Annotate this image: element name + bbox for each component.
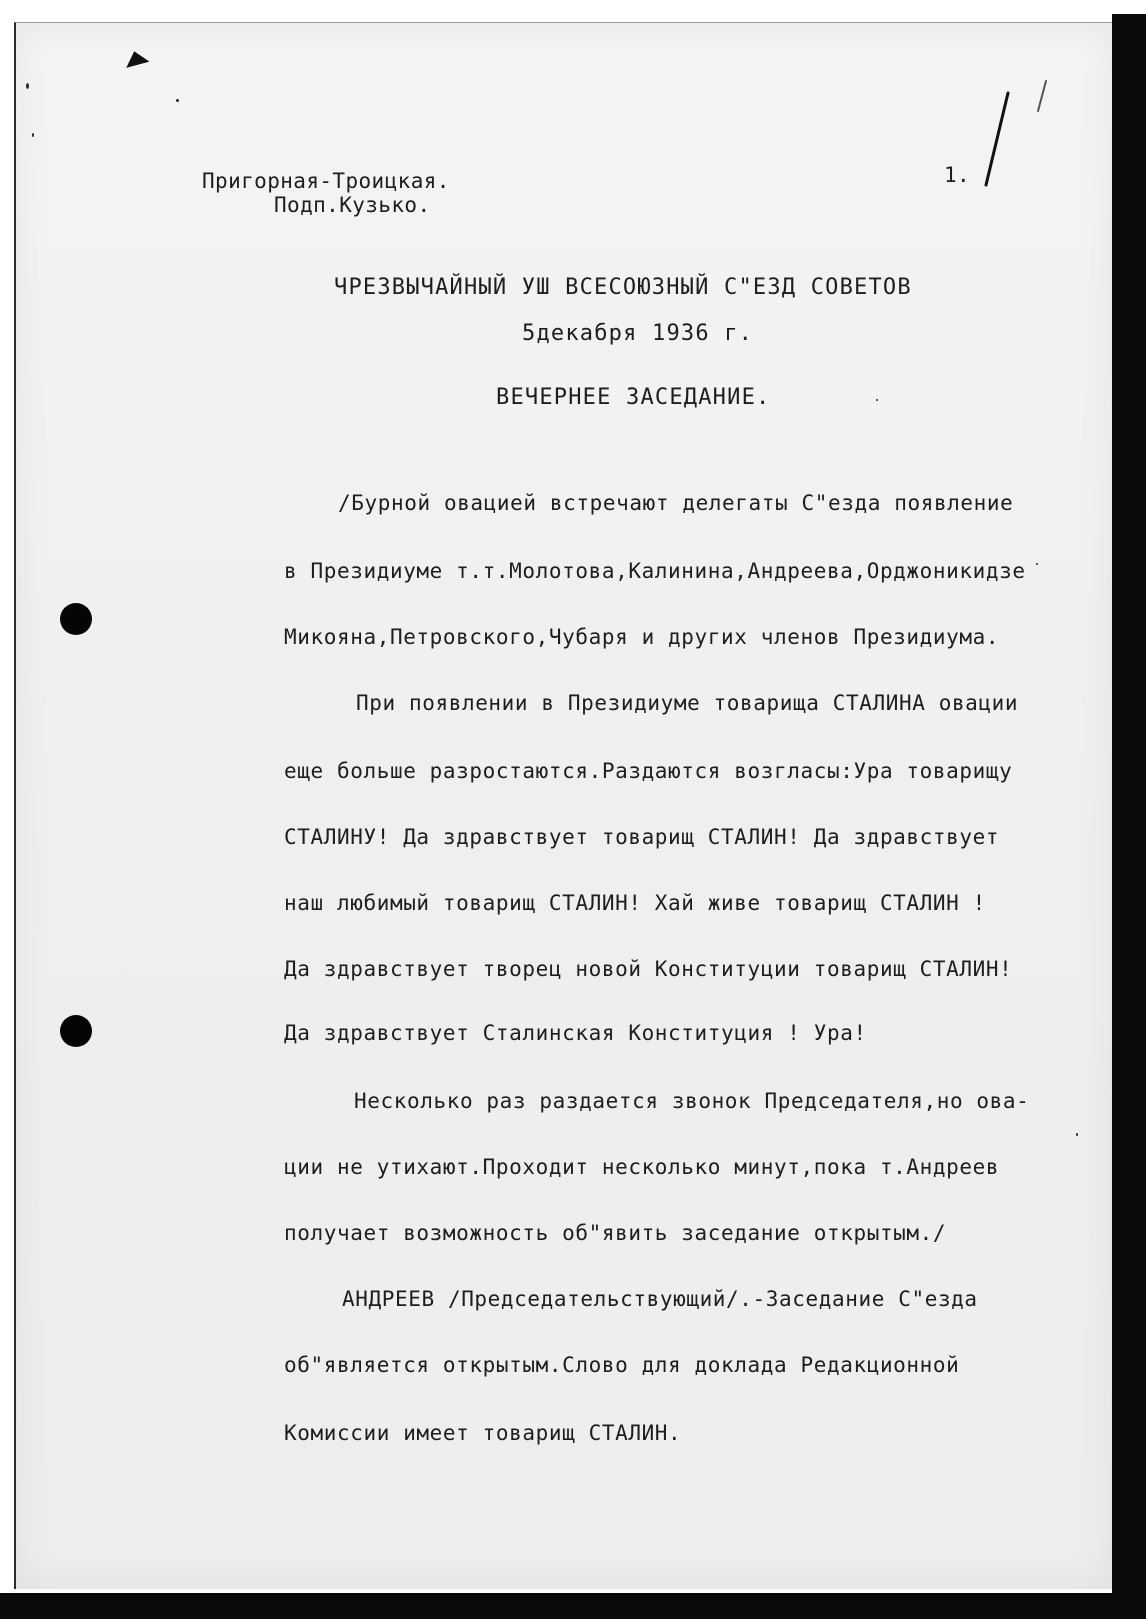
body-line-13: АНДРЕЕВ /Председательствующий/.-Заседание С"езда (342, 1287, 978, 1311)
body-line-11: ции не утихают.Проходит несколько минут,пока т.Андреев (284, 1155, 1000, 1179)
document-page (14, 22, 1112, 1589)
punch-hole-top (60, 603, 92, 635)
body-line-10: Несколько раз раздается звонок Председателя,но ова- (354, 1089, 1030, 1113)
corner-mark (123, 48, 150, 68)
body-line-6: СТАЛИНУ! Да здравствует товарищ СТАЛИН! Да здравствует (284, 825, 1000, 849)
title-line-3: ВЕЧЕРНЕЕ ЗАСЕДАНИЕ. (496, 385, 771, 410)
header-line-1: Пригорная-Троицкая. (202, 169, 450, 193)
scan-border-bottom (0, 1593, 1146, 1619)
title-line-2: 5декабря 1936 г. (522, 321, 754, 346)
header-line-2: Подп.Кузько. (274, 193, 431, 217)
handwritten-mark-icon (976, 61, 1086, 211)
speck (1076, 1133, 1078, 1136)
body-line-9: Да здравствует Сталинская Конституция ! Ура! (284, 1021, 867, 1045)
scan-border-right (1112, 14, 1146, 1619)
title-line-1: ЧРЕЗВЫЧАЙНЫЙ УШ ВСЕСОЮЗНЫЙ С"ЕЗД СОВЕТОВ (334, 275, 912, 300)
body-line-4: При появлении в Президиуме товарища СТАЛИНА овации (356, 691, 1019, 715)
body-line-12: получает возможность об"явить заседание открытым./ (284, 1221, 947, 1245)
body-line-2: в Президиуме т.т.Молотова,Калинина,Андреева,Орджоникидзе (284, 559, 1026, 583)
page-number: 1. (944, 163, 971, 187)
body-line-3: Микояна,Петровского,Чубаря и других членов Президиума. (284, 625, 1000, 649)
speck (876, 399, 878, 401)
body-line-5: еще больше разростаются.Раздаются возгласы:Ура товарищу (284, 759, 1013, 783)
punch-hole-bottom (60, 1015, 92, 1047)
speck (1036, 563, 1038, 565)
speck (176, 99, 179, 102)
body-line-8: Да здравствует творец новой Конституции товарищ СТАЛИН! (284, 957, 1013, 981)
body-line-14: об"является открытым.Слово для доклада Редакционной (284, 1353, 960, 1377)
body-line-1: /Бурной овацией встречают делегаты С"езда появление (338, 491, 1014, 515)
speck (32, 133, 34, 137)
speck (26, 83, 29, 89)
body-line-15: Комиссии имеет товарищ СТАЛИН. (284, 1421, 682, 1445)
body-line-7: наш любимый товарищ СТАЛИН! Хай живе товарищ СТАЛИН ! (284, 891, 986, 915)
